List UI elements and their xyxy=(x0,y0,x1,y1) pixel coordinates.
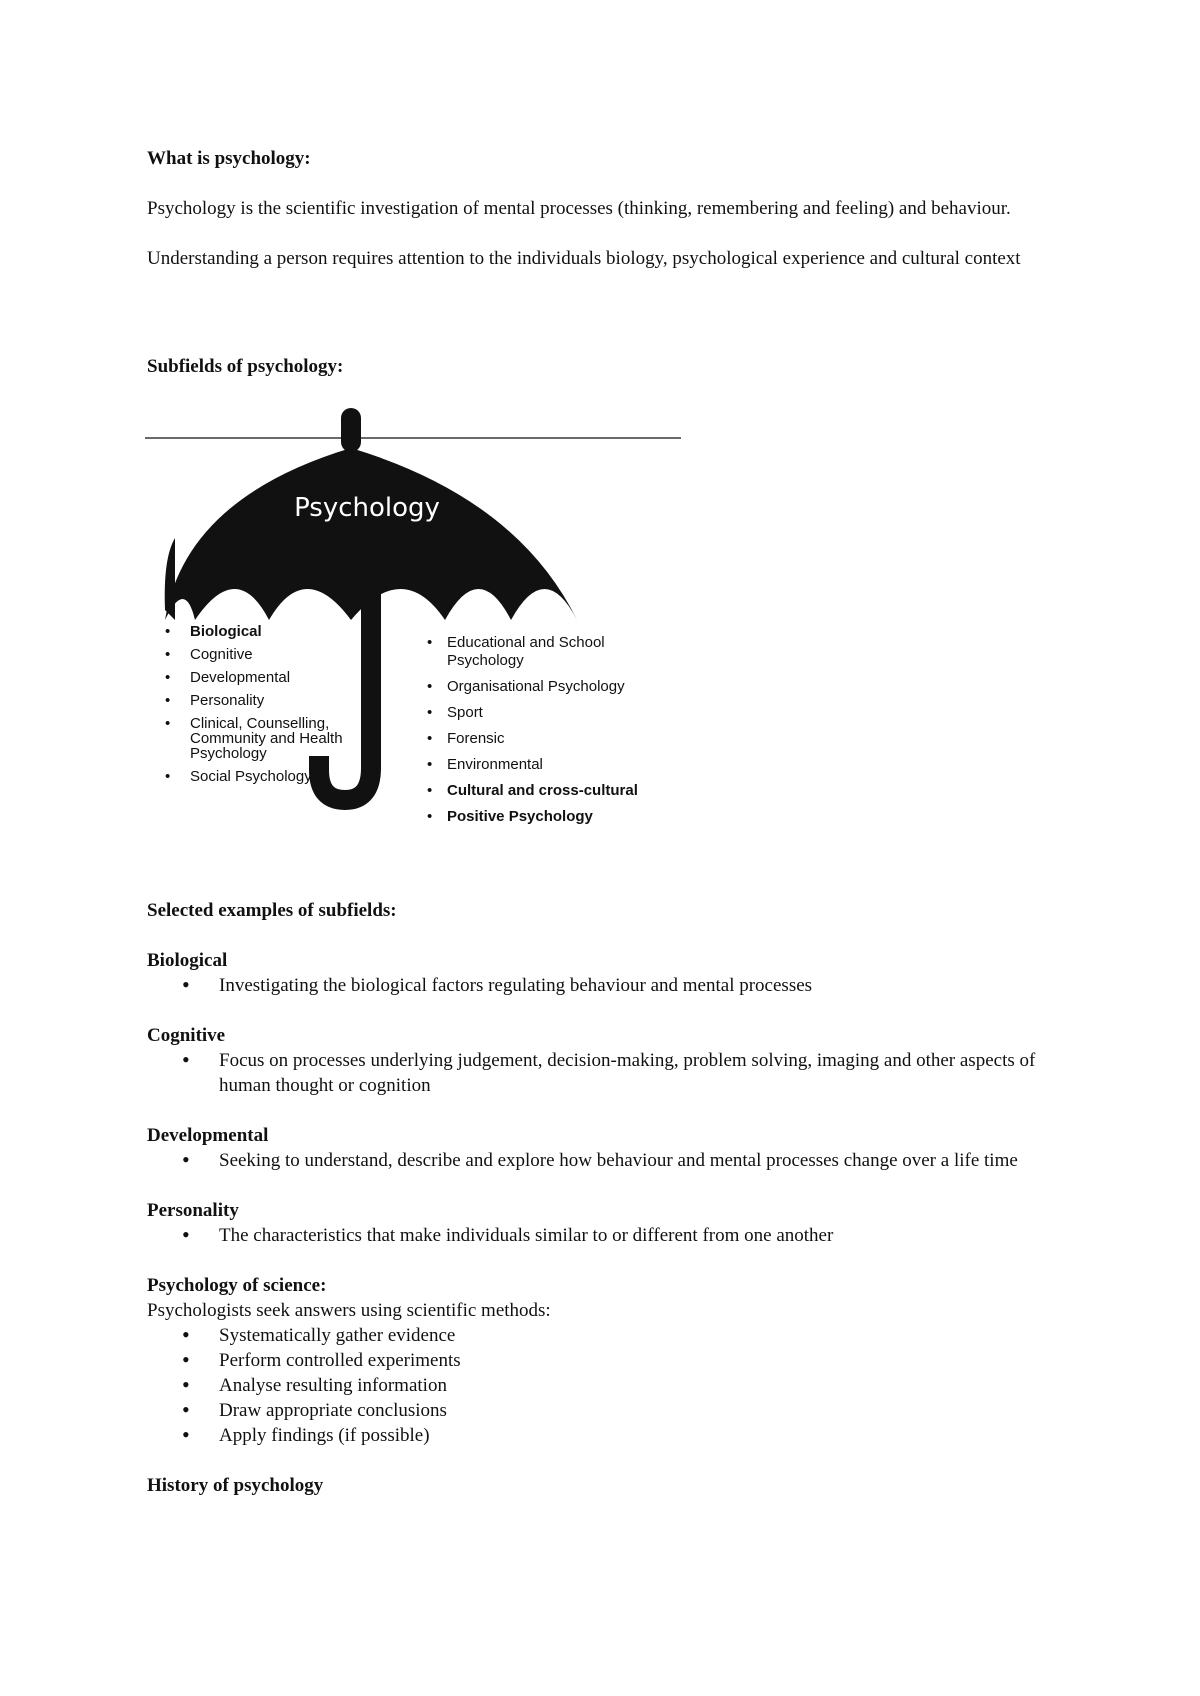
umbrella-list-item: Positive Psychology xyxy=(447,808,593,825)
science-intro: Psychologists seek answers using scientific methods: xyxy=(147,1300,551,1321)
umbrella-title: Psychology xyxy=(294,493,440,523)
list-item: • Draw appropriate conclusions xyxy=(147,1398,1077,1423)
example-biological xyxy=(147,948,1077,998)
intro-paragraph-1: Psychology is the scientific investigation of mental processes (thinking, remembering and feeling) and behaviour. xyxy=(147,198,1011,219)
history-heading: History of psychology xyxy=(147,1475,324,1496)
example-title: Biological xyxy=(147,950,228,971)
example-title: Personality xyxy=(147,1200,239,1221)
bullet-icon: • xyxy=(427,634,433,651)
umbrella-list-item: Environmental xyxy=(447,756,543,773)
list-item: • Seeking to understand, describe and explore how behaviour and mental processes change over a life time xyxy=(147,1148,1077,1173)
bullet-icon: • xyxy=(165,623,171,640)
list-item: • Perform controlled experiments xyxy=(147,1348,1077,1373)
bullet-icon: • xyxy=(427,808,433,825)
example-cognitive xyxy=(147,1023,1077,1098)
list-item: • Apply findings (if possible) xyxy=(147,1423,1077,1448)
list-item: • Investigating the biological factors regulating behaviour and mental processes xyxy=(147,973,1077,998)
example-title: Developmental xyxy=(147,1125,269,1146)
bullet-icon: • xyxy=(165,715,171,732)
umbrella-list-item: Organisational Psychology xyxy=(447,678,625,695)
umbrella-list-item: Sport xyxy=(447,704,483,721)
umbrella-list-item: Forensic xyxy=(447,730,505,747)
example-personality xyxy=(147,1198,1077,1248)
bullet-icon: • xyxy=(165,669,171,686)
umbrella-list-item: Educational and School Psychology xyxy=(447,634,605,669)
list-item: • Analyse resulting information xyxy=(147,1373,1077,1398)
bullet-icon: • xyxy=(427,678,433,695)
umbrella-list-item: Biological xyxy=(190,623,262,640)
umbrella-list-item: Developmental xyxy=(190,669,291,686)
bullet-icon: • xyxy=(165,646,171,663)
list-item: • Focus on processes underlying judgement, decision-making, problem solving, imaging and other aspects of human thought or cognition xyxy=(147,1048,1077,1098)
subfields-heading: Subfields of psychology: xyxy=(147,356,344,377)
science-heading: Psychology of science: xyxy=(147,1275,327,1296)
intro-heading: What is psychology: xyxy=(147,148,311,169)
list-item: • The characteristics that make individuals similar to or different from one another xyxy=(147,1223,1077,1248)
umbrella-right-list xyxy=(427,634,638,825)
umbrella-list-item: Cognitive xyxy=(190,646,253,663)
umbrella-list-item: Cultural and cross-cultural xyxy=(447,782,638,799)
umbrella-list-item: Personality xyxy=(190,692,265,709)
bullet-icon: • xyxy=(427,756,433,773)
science-section xyxy=(147,1273,1077,1448)
bullet-icon: • xyxy=(165,692,171,709)
examples-section xyxy=(147,898,1077,1498)
bullet-icon: • xyxy=(427,782,433,799)
intro-section xyxy=(147,146,1077,271)
bullet-icon: • xyxy=(427,730,433,747)
bullet-icon: • xyxy=(427,704,433,721)
intro-paragraph-2: Understanding a person requires attention to the individuals biology, psychological experience and cultural context xyxy=(147,248,1021,269)
example-title: Cognitive xyxy=(147,1025,226,1046)
science-list xyxy=(147,1323,1077,1448)
psychology-umbrella-diagram xyxy=(145,398,685,846)
example-developmental xyxy=(147,1123,1077,1173)
umbrella-list-item: Social Psychology xyxy=(190,768,312,785)
umbrella-list-item: Clinical, Counselling, Community and Health Psychology xyxy=(190,715,343,762)
list-item: • Systematically gather evidence xyxy=(147,1323,1077,1348)
umbrella-tip-icon xyxy=(341,408,361,452)
bullet-icon: • xyxy=(165,768,171,785)
examples-heading: Selected examples of subfields: xyxy=(147,900,397,921)
